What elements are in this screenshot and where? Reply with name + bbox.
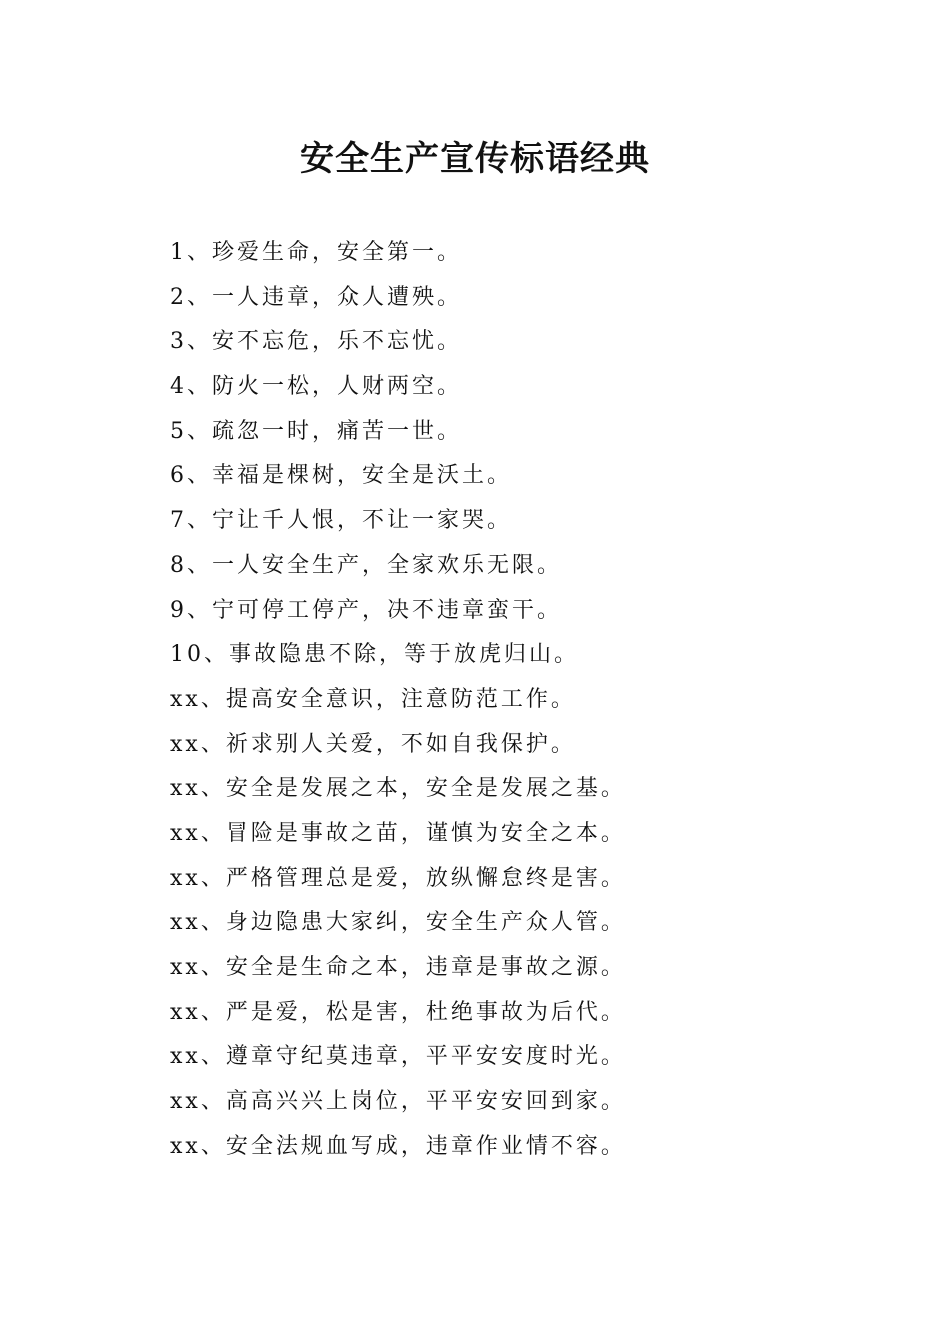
slogan-item: xx、严是爱，松是害，杜绝事故为后代。 (170, 999, 626, 1025)
slogan-item: 10、事故隐患不除，等于放虎归山。 (170, 642, 579, 668)
slogan-list (170, 231, 890, 1169)
document-title: 安全生产宣传标语经典 (300, 139, 650, 179)
slogan-item: xx、严格管理总是爱，放纵懈怠终是害。 (170, 865, 626, 891)
slogan-item: 7、宁让千人恨，不让一家哭。 (170, 508, 512, 534)
slogan-item: xx、安全是生命之本，违章是事故之源。 (170, 955, 626, 980)
slogan-item: 1、珍爱生命，安全第一。 (170, 240, 462, 265)
slogan-item: xx、遵章守纪莫违章，平平安安度时光。 (170, 1044, 626, 1070)
slogan-item: 2、一人违章，众人遭殃。 (170, 284, 462, 310)
slogan-item: 4、防火一松，人财两空。 (170, 374, 462, 400)
slogan-item: 9、宁可停工停产，决不违章蛮干。 (170, 597, 562, 623)
slogan-item: xx、祈求别人关爱，不如自我保护。 (170, 731, 576, 757)
slogan-item: xx、冒险是事故之苗，谨慎为安全之本。 (170, 820, 626, 846)
slogan-item: xx、提高安全意识，注意防范工作。 (170, 686, 576, 712)
slogan-item: 3、安不忘危，乐不忘忧。 (170, 329, 462, 355)
slogan-item: xx、安全是发展之本，安全是发展之基。 (170, 776, 626, 802)
slogan-item: xx、高高兴兴上岗位，平平安安回到家。 (170, 1089, 626, 1115)
slogan-item: xx、安全法规血写成，违章作业情不容。 (170, 1133, 626, 1159)
slogan-item: 8、一人安全生产，全家欢乐无限。 (170, 552, 562, 578)
slogan-item: 5、疏忽一时，痛苦一世。 (170, 418, 462, 444)
slogan-item: 6、幸福是棵树，安全是沃土。 (170, 463, 512, 489)
slogan-item: xx、身边隐患大家纠，安全生产众人管。 (170, 910, 626, 936)
